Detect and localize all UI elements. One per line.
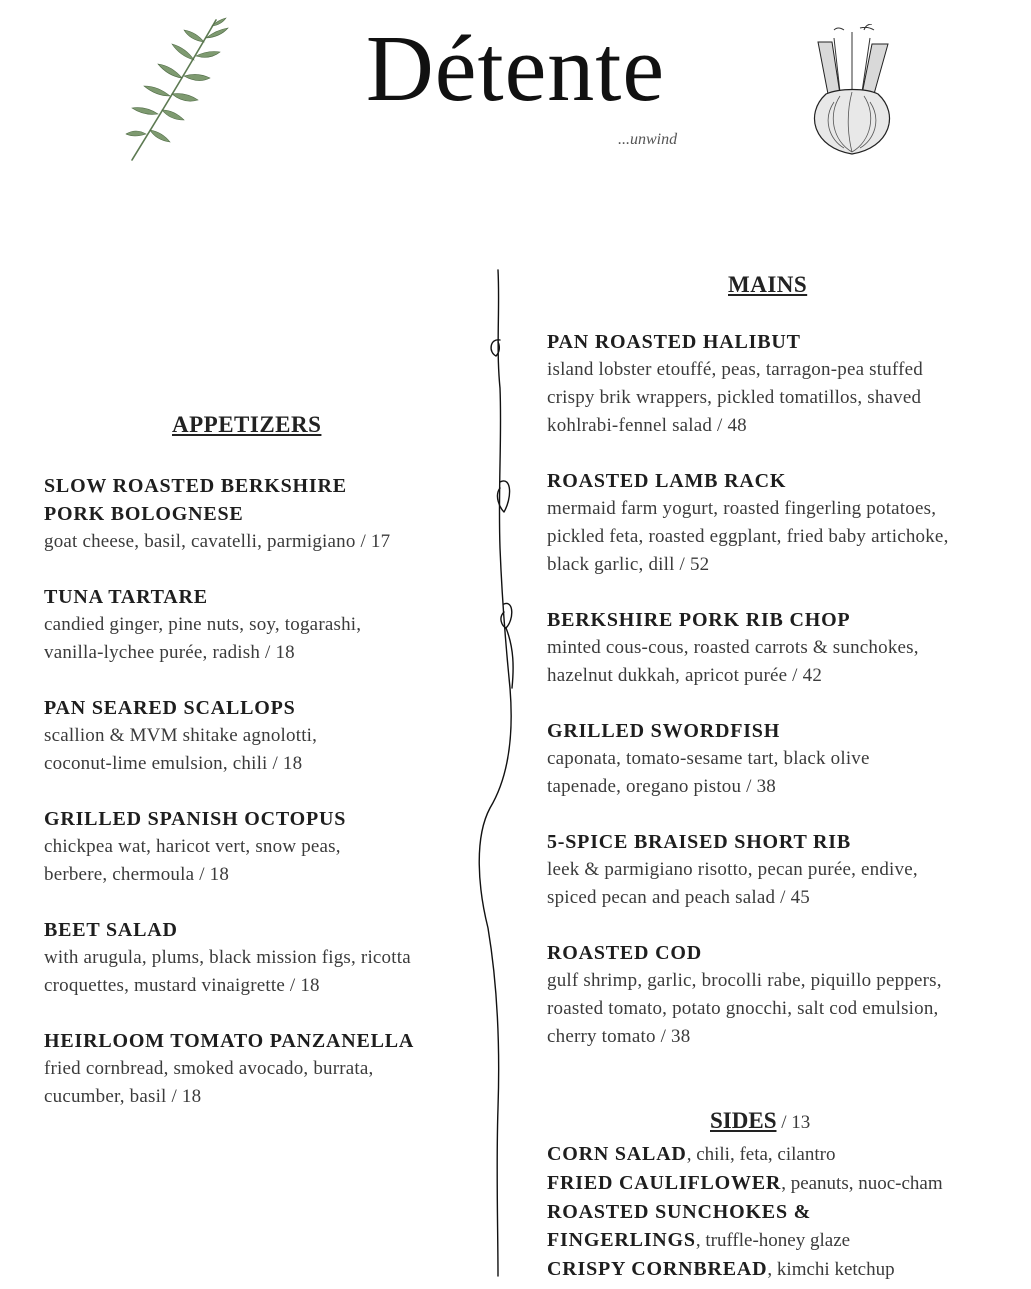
- main-description: leek & parmigiano risotto, pecan purée, endive, spiced pecan and peach salad / 45: [547, 859, 918, 908]
- side-description: , truffle-honey glaze: [695, 1230, 851, 1251]
- appetizer-item: [44, 916, 459, 1000]
- main-item: [547, 717, 987, 801]
- tagline: ...unwind: [618, 131, 678, 148]
- main-name: 5-SPICE BRAISED SHORT RIB: [547, 831, 852, 853]
- appetizer-item: [44, 583, 459, 667]
- side-description: , peanuts, nuoc-cham: [781, 1173, 943, 1194]
- main-description: gulf shrimp, garlic, brocolli rabe, piquillo peppers, roasted tomato, potato gnocchi, salt cod emulsion, cherry tomato / 38: [547, 970, 942, 1047]
- sides-price: / 13: [776, 1112, 811, 1133]
- sides-list: [547, 1140, 1017, 1284]
- main-name: BERKSHIRE PORK RIB CHOP: [547, 609, 851, 631]
- appetizer-name: BEET SALAD: [44, 919, 178, 941]
- side-name: CRISPY CORNBREAD: [547, 1258, 768, 1280]
- appetizer-item: [44, 694, 459, 778]
- sides-heading-row: [710, 1108, 810, 1134]
- side-item: [547, 1255, 1017, 1284]
- appetizer-name: TUNA TARTARE: [44, 586, 208, 608]
- main-description: mermaid farm yogurt, roasted fingerling potatoes, pickled feta, roasted eggplant, fried baby artichoke, black garlic, dill / 52: [547, 498, 949, 575]
- appetizer-description: goat cheese, basil, cavatelli, parmigiano / 17: [44, 531, 391, 552]
- main-name: ROASTED COD: [547, 942, 702, 964]
- appetizer-description: fried cornbread, smoked avocado, burrata, cucumber, basil / 18: [44, 1058, 374, 1107]
- appetizer-description: chickpea wat, haricot vert, snow peas, berbere, chermoula / 18: [44, 836, 341, 885]
- main-description: minted cous-cous, roasted carrots & sunchokes, hazelnut dukkah, apricot purée / 42: [547, 637, 919, 686]
- side-description: , chili, feta, cilantro: [686, 1144, 836, 1165]
- main-description: caponata, tomato-sesame tart, black olive tapenade, oregano pistou / 38: [547, 748, 870, 797]
- appetizer-name: SLOW ROASTED BERKSHIRE PORK BOLOGNESE: [44, 475, 347, 525]
- side-description: , kimchi ketchup: [767, 1259, 895, 1280]
- appetizer-name: PAN SEARED SCALLOPS: [44, 697, 296, 719]
- appetizer-item: [44, 472, 459, 556]
- vine-divider: [470, 268, 530, 1278]
- appetizer-name: HEIRLOOM TOMATO PANZANELLA: [44, 1030, 415, 1052]
- appetizer-description: candied ginger, pine nuts, soy, togarashi, vanilla-lychee purée, radish / 18: [44, 614, 362, 663]
- main-item: [547, 606, 987, 690]
- main-name: GRILLED SWORDFISH: [547, 720, 781, 742]
- main-name: ROASTED LAMB RACK: [547, 470, 787, 492]
- side-name: FRIED CAULIFLOWER: [547, 1172, 782, 1194]
- main-item: [547, 328, 987, 440]
- main-item: [547, 467, 987, 579]
- mains-heading: MAINS: [728, 272, 808, 297]
- side-item: [547, 1198, 907, 1255]
- appetizer-item: [44, 805, 459, 889]
- main-item: [547, 939, 987, 1051]
- side-item: [547, 1169, 1017, 1198]
- mains-list: [547, 328, 987, 1078]
- main-description: island lobster etouffé, peas, tarragon-pea stuffed crispy brik wrappers, pickled tomatillos, shaved kohlrabi-fennel salad / 48: [547, 359, 923, 436]
- appetizer-item: [44, 1027, 459, 1111]
- main-name: PAN ROASTED HALIBUT: [547, 331, 801, 353]
- appetizer-description: scallion & MVM shitake agnolotti, coconut-lime emulsion, chili / 18: [44, 725, 318, 774]
- sides-heading: SIDES: [710, 1108, 777, 1133]
- appetizer-name: GRILLED SPANISH OCTOPUS: [44, 808, 347, 830]
- fennel-bulb-illustration: [800, 24, 904, 158]
- appetizers-heading: APPETIZERS: [172, 412, 322, 437]
- appetizer-description: with arugula, plums, black mission figs, ricotta croquettes, mustard vinaigrette / 18: [44, 947, 411, 996]
- side-name: ROASTED SUNCHOKES & FINGERLINGS: [547, 1201, 812, 1251]
- side-name: CORN SALAD: [547, 1143, 687, 1165]
- appetizers-list: [44, 472, 459, 1138]
- side-item: [547, 1140, 1017, 1169]
- restaurant-name: Détente: [365, 17, 666, 121]
- main-item: [547, 828, 987, 912]
